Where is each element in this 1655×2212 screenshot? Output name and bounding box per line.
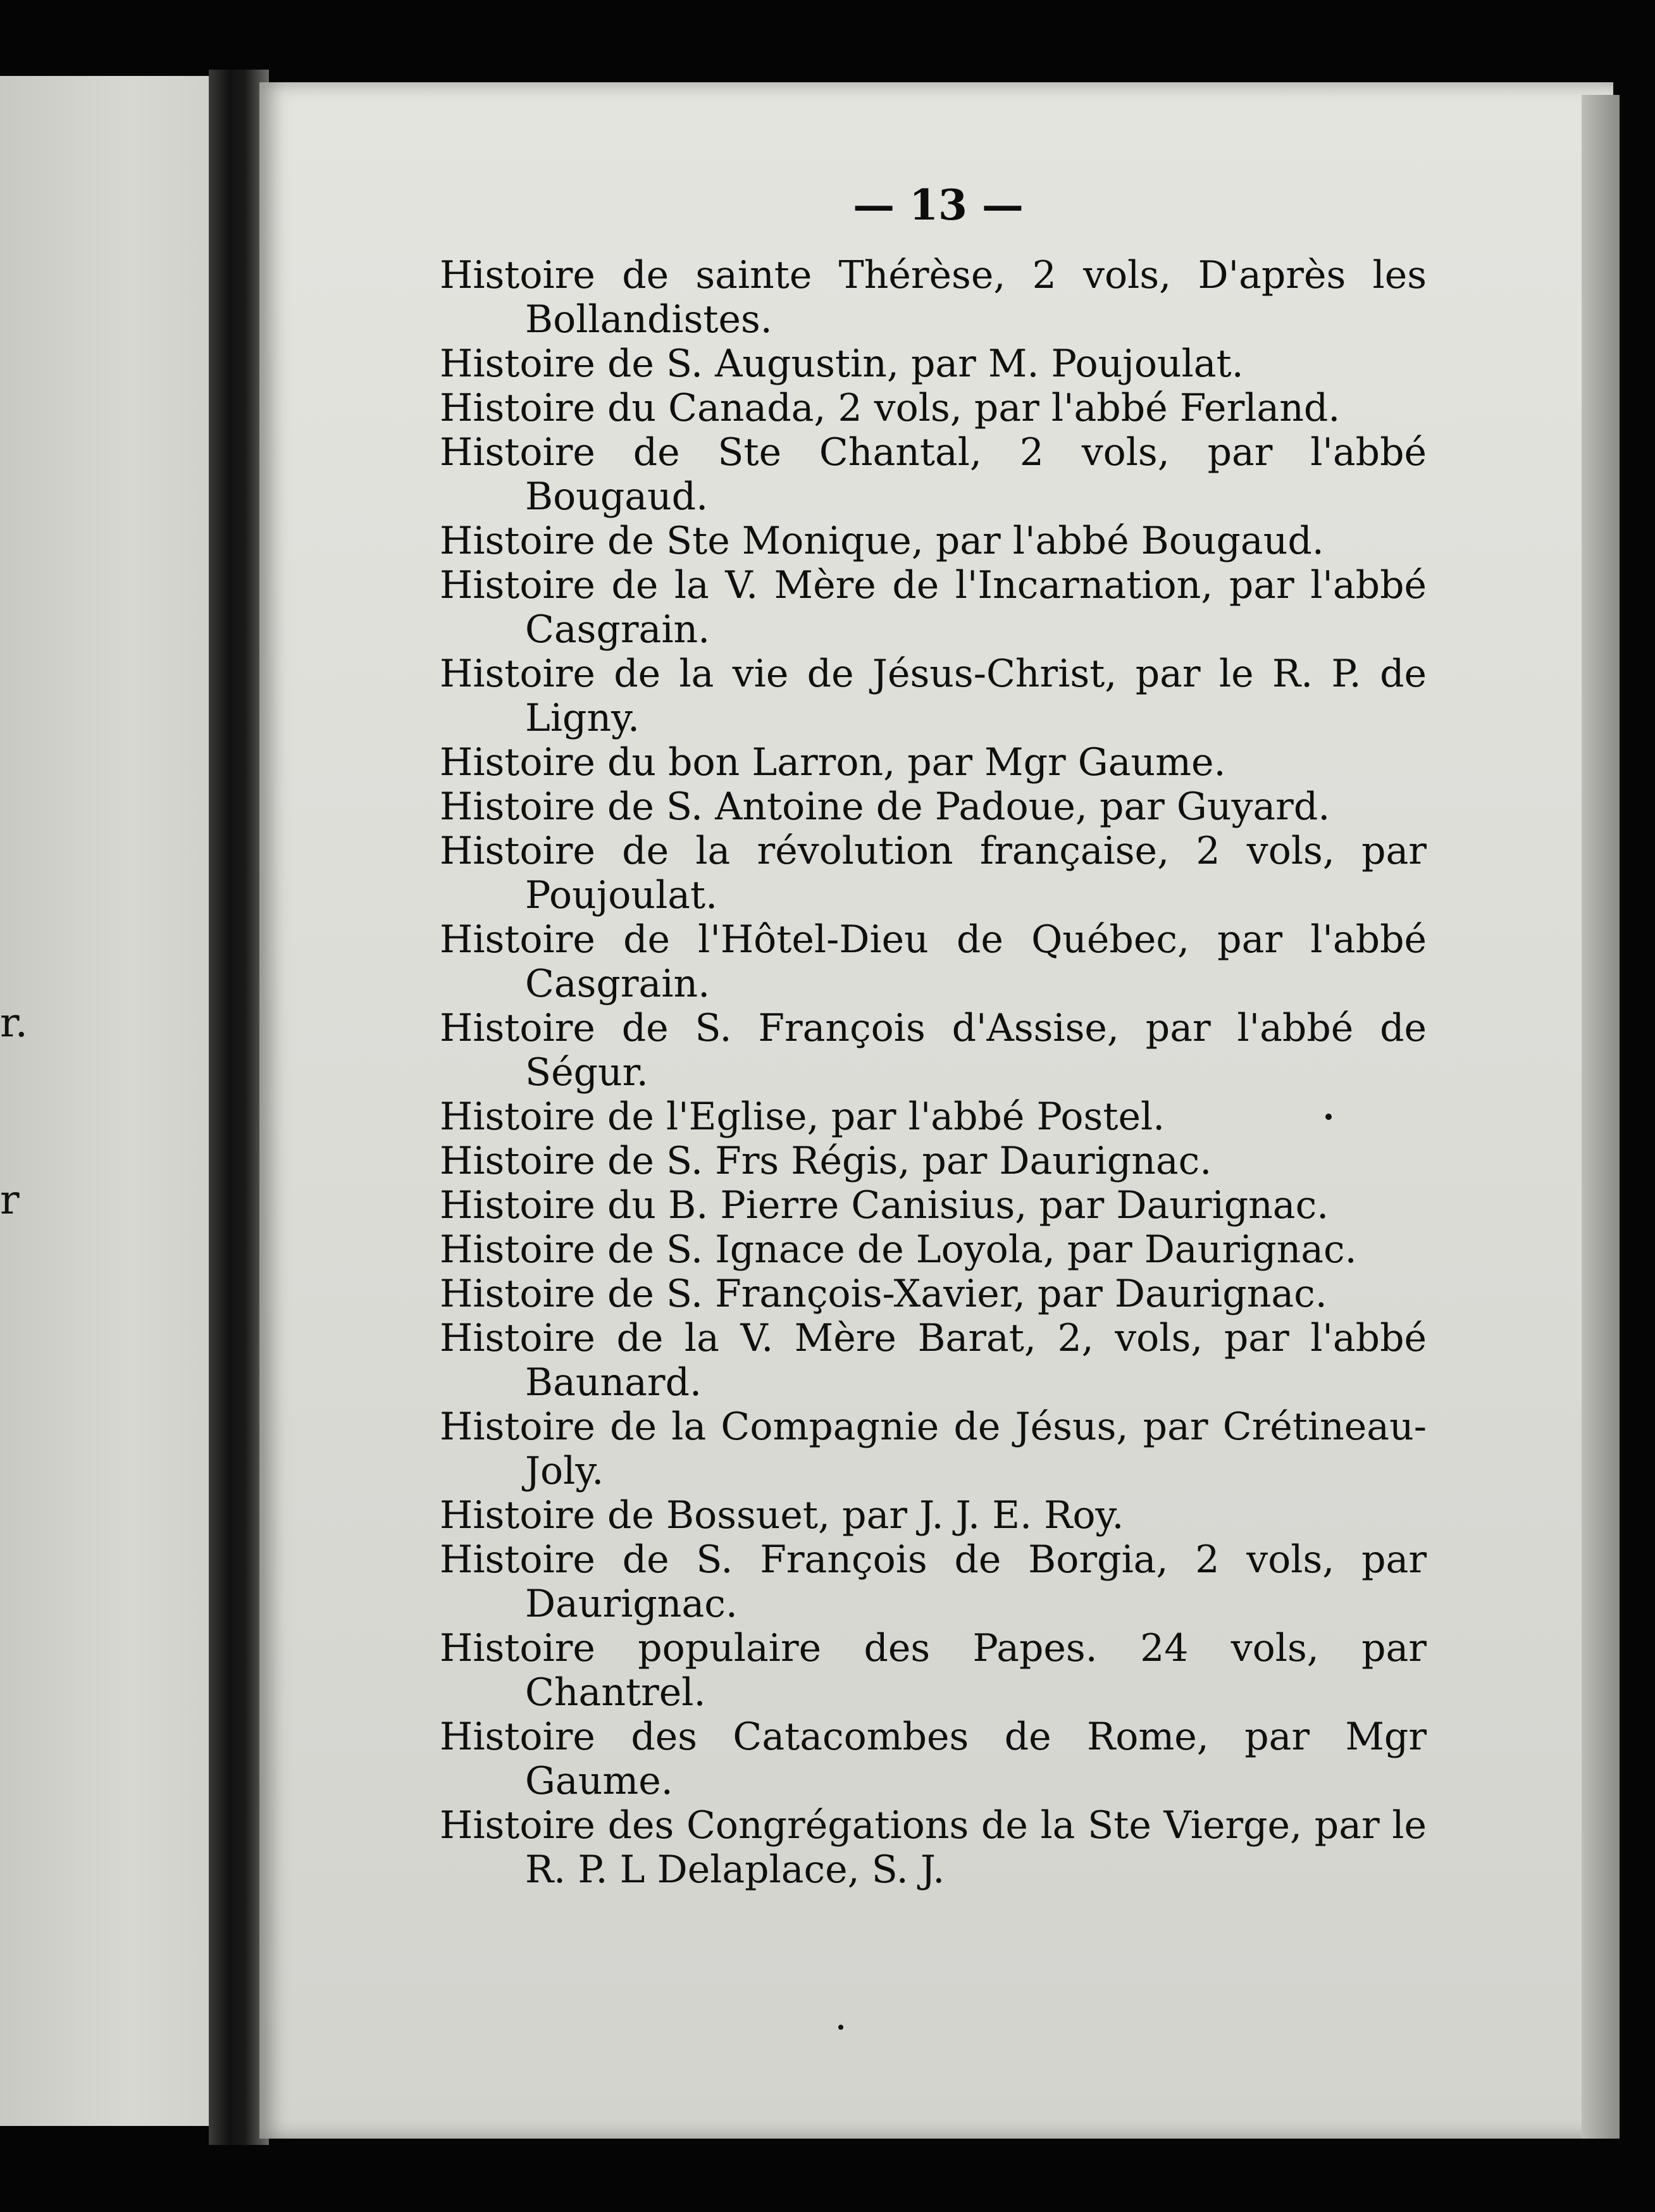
list-item: Histoire de Ste Monique, par l'abbé Bougaud. xyxy=(440,519,1324,563)
list-item: Histoire de S. Augustin, par M. Poujoulat. xyxy=(440,342,1244,386)
list-item: Histoire de la Compagnie de Jésus, par Crétineau-Joly. xyxy=(440,1405,1427,1493)
list-item: Histoire de S. Ignace de Loyola, par Daurignac. xyxy=(440,1227,1357,1272)
page-edge xyxy=(1582,95,1620,2139)
list-item: Histoire de S. François-Xavier, par Daurignac. xyxy=(440,1272,1327,1316)
list-item: Histoire de la V. Mère Barat, 2, vols, par l'abbé Baunard. xyxy=(440,1316,1427,1405)
list-item: Histoire de Bossuet, par J. J. E. Roy. xyxy=(440,1493,1124,1538)
book-list xyxy=(440,253,1427,1892)
list-item: Histoire des Catacombes de Rome, par Mgr Gaume. xyxy=(440,1715,1427,1803)
list-item: Histoire du B. Pierre Canisius, par Daurignac. xyxy=(440,1183,1329,1227)
list-item: Histoire de l'Eglise, par l'abbé Postel. xyxy=(440,1095,1165,1139)
left-page-fragment: r. xyxy=(0,1000,28,1047)
list-item: Histoire de S. François d'Assise, par l'abbé de Ségur. xyxy=(440,1006,1427,1095)
list-item: Histoire du Canada, 2 vols, par l'abbé Ferland. xyxy=(440,386,1341,430)
list-item: Histoire de Ste Chantal, 2 vols, par l'abbé Bougaud. xyxy=(440,430,1427,519)
ink-speck xyxy=(838,2025,843,2030)
list-item: Histoire de la V. Mère de l'Incarnation, par l'abbé Casgrain. xyxy=(440,563,1427,652)
list-item: Histoire de l'Hôtel-Dieu de Québec, par l'abbé Casgrain. xyxy=(440,917,1427,1006)
list-item: Histoire populaire des Papes. 24 vols, par Chantrel. xyxy=(440,1626,1427,1715)
list-item: Histoire de S. Antoine de Padoue, par Guyard. xyxy=(440,785,1330,829)
left-facing-page xyxy=(0,76,221,2126)
list-item: Histoire de la révolution française, 2 vols, par Poujoulat. xyxy=(440,829,1427,917)
list-item: Histoire de S. François de Borgia, 2 vols, par Daurignac. xyxy=(440,1538,1427,1626)
left-page-fragment: r xyxy=(0,1177,20,1224)
list-item: Histoire des Congrégations de la Ste Vierge, par le R. P. L Delaplace, S. J. xyxy=(440,1803,1427,1892)
list-item: Histoire de S. Frs Régis, par Daurignac. xyxy=(440,1139,1212,1183)
list-item: Histoire du bon Larron, par Mgr Gaume. xyxy=(440,740,1226,785)
page-number: — 13 — xyxy=(853,180,1024,230)
list-item: Histoire de sainte Thérèse, 2 vols, D'après les Bollandistes. xyxy=(440,253,1427,342)
ink-speck xyxy=(1325,1114,1332,1120)
list-item: Histoire de la vie de Jésus-Christ, par le R. P. de Ligny. xyxy=(440,652,1427,740)
